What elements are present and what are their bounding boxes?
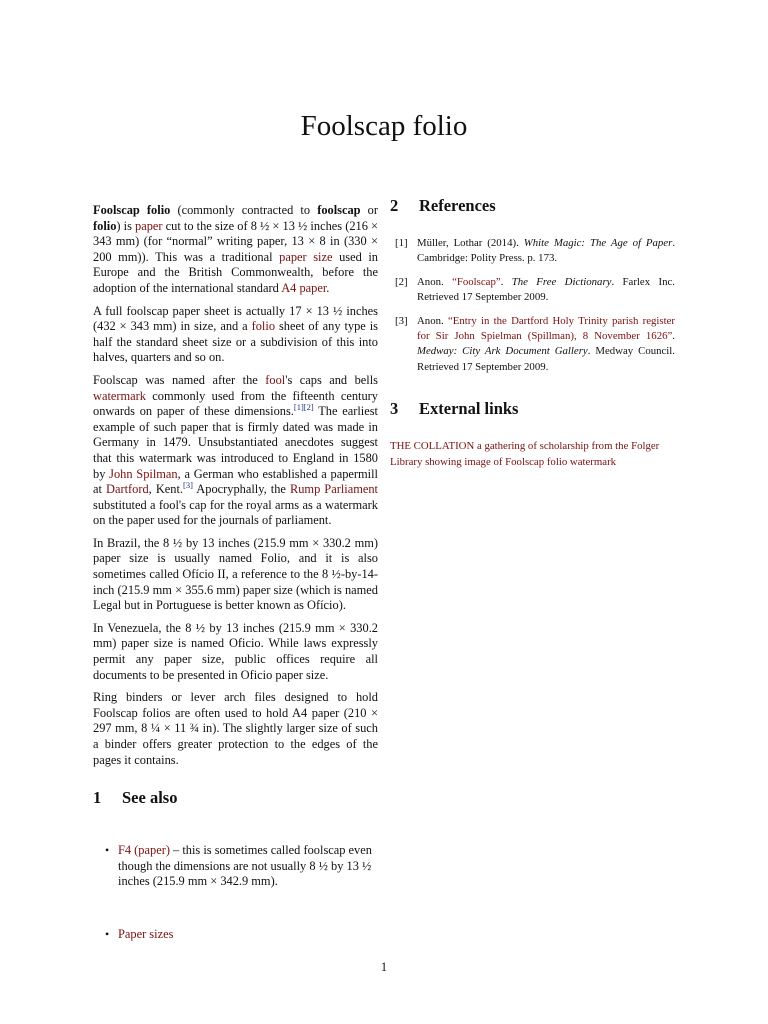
bullet-icon: •: [105, 843, 110, 857]
sheet-size-paragraph: [93, 304, 378, 366]
reference-link[interactable]: “Foolscap”: [452, 275, 501, 288]
text-run: ) is: [116, 218, 136, 233]
section-number: 2: [390, 196, 399, 215]
text-run: Müller, Lothar (2014).: [417, 237, 524, 249]
text-run: .: [672, 330, 675, 343]
citation-1-2[interactable]: [1][2]: [293, 402, 314, 412]
link-john-spilman[interactable]: John Spilman: [109, 466, 178, 481]
venezuela-paragraph: In Venezuela, the 8 ½ by 13 inches (215.9 mm × 330.2 mm) paper size is named Oficio. While laws expressly permit any paper size, public offices require all documents to be presented in Oficio paper size.: [93, 620, 378, 682]
link-f4-paper[interactable]: F4 (paper): [118, 843, 170, 857]
list-item: [93, 843, 378, 890]
text-run: A full foolscap paper sheet is actually 17 × 13 ½ inches (432 × 343 mm) in size, and a: [93, 303, 378, 334]
text-run: . Medway Council. Retrieved 17 September 2009.: [417, 345, 676, 373]
right-column: [390, 196, 675, 470]
link-fool[interactable]: fool: [265, 372, 286, 387]
text-run: substituted a fool's cap for the royal arms as a watermark on the paper used for the journals of parliament.: [93, 497, 378, 528]
reference-item: [390, 236, 675, 267]
link-the-collation[interactable]: THE COLLATION a gathering of scholarship from the Folger Library showing image of Foolscap folio watermark: [390, 440, 660, 468]
references-heading: [390, 196, 675, 216]
page-title: Foolscap folio: [300, 110, 468, 142]
text-run: Apocryphally, the: [192, 482, 290, 497]
text-run: Anon.: [417, 275, 453, 288]
text-run: cut to the size of 8 ½ × 13 ½ inches (216 × 343 mm) (for “normal” writing paper, 13 × 8 in (330 × 200 mm)). This was a traditional: [93, 218, 379, 264]
reference-title: White Magic: The Age of Paper: [523, 237, 673, 249]
external-links-heading: [390, 399, 675, 419]
term-bold: foolscap: [317, 203, 361, 217]
history-paragraph: [93, 373, 378, 529]
section-title: External links: [419, 399, 519, 419]
page-number: 1: [380, 960, 388, 974]
bullet-icon: •: [105, 926, 110, 941]
see-also-heading: [93, 788, 378, 808]
reference-number: [1]: [395, 237, 408, 249]
reference-text: [417, 314, 675, 376]
link-paper-sizes[interactable]: Paper sizes: [118, 926, 174, 941]
text-run: (commonly contracted to: [170, 203, 318, 217]
link-rump-parliament[interactable]: Rump Parliament: [289, 482, 378, 497]
reference-title: Medway: City Ark Document Gallery: [417, 345, 588, 358]
section-number: 3: [390, 399, 399, 419]
link-paper[interactable]: paper: [135, 218, 163, 233]
text-run: The earliest example of such paper that is firmly dated was made in Germany in 1479. Unsubstantiated anecdotes suggest that this watermark was introduced to England in 1580 by: [93, 404, 379, 481]
intro-paragraph: [93, 203, 378, 297]
text-run: , a German who established a papermill at: [93, 466, 378, 497]
text-run: .: [500, 275, 512, 288]
see-also-list: [93, 843, 378, 942]
text-run: . Farlex Inc. Retrieved 17 September 2009.: [417, 275, 675, 304]
text-run: sheet of any type is half the standard sheet size or a subdivision of this into halves, quarters and so on.: [93, 319, 378, 365]
link-a4-paper[interactable]: A4 paper: [281, 280, 327, 295]
text-run: commonly used from the fifteenth century onwards on paper of these dimensions.: [93, 388, 378, 419]
reference-number: [2]: [395, 275, 408, 288]
citation-3[interactable]: [3]: [183, 479, 193, 490]
references-list: [390, 236, 675, 375]
reference-number: [3]: [395, 314, 408, 327]
reference-text: [417, 275, 675, 306]
term-bold: folio: [93, 218, 117, 233]
text-run: 's caps and bells: [285, 372, 379, 387]
see-also-section: [93, 788, 378, 942]
text-run: – this is sometimes called foolscap even though the dimensions are not usually 8 ½ by 13 ½ inches (215.9 mm × 342.9 mm).: [118, 843, 372, 889]
reference-item: [390, 275, 675, 306]
reference-title: The Free Dictionary: [511, 275, 612, 288]
text-run: . Cambridge: Polity Press. p. 173.: [417, 237, 676, 265]
link-paper-size[interactable]: paper size: [279, 249, 333, 264]
section-title: References: [419, 196, 496, 215]
text-run: , Kent.: [148, 482, 184, 497]
reference-item: [390, 314, 675, 376]
text-run: Foolscap was named after the: [93, 372, 266, 387]
left-column: [93, 203, 378, 775]
brazil-paragraph: In Brazil, the 8 ½ by 13 inches (215.9 mm × 330.2 mm) paper size is usually named Folio, and it is also sometimes called Ofício II, a reference to the 8 ½-by-14-inch (215.9 mm × 355.6 mm) paper size (which is named Legal but in Portuguese is better known as Ofício).: [93, 535, 378, 613]
text-run: Anon.: [417, 314, 448, 327]
reference-link[interactable]: “Entry in the Dartford Holy Trinity parish register for Sir John Spielman (Spillman), 8 November 1626”: [417, 314, 675, 343]
list-item: [93, 927, 378, 943]
term-bold: Foolscap folio: [93, 203, 171, 217]
text-run: used in Europe and the British Commonwealth, before the adoption of the international standard: [93, 249, 378, 295]
section-number: 1: [93, 788, 102, 807]
link-dartford[interactable]: Dartford: [106, 482, 149, 497]
link-watermark[interactable]: watermark: [93, 388, 146, 403]
link-folio[interactable]: folio: [251, 319, 276, 334]
binders-paragraph: Ring binders or lever arch files designed to hold Foolscap folios are often used to hold A4 paper (210 × 297 mm, 8 ¼ × 11 ¾ in). The slightly larger size of such a binder offers greater protection to the edges of the pages it contains.: [93, 690, 378, 767]
section-title: See also: [122, 788, 178, 807]
reference-text: [417, 236, 675, 267]
external-link-entry: [390, 439, 675, 470]
text-run: .: [326, 280, 330, 295]
text-run: or: [360, 203, 379, 217]
